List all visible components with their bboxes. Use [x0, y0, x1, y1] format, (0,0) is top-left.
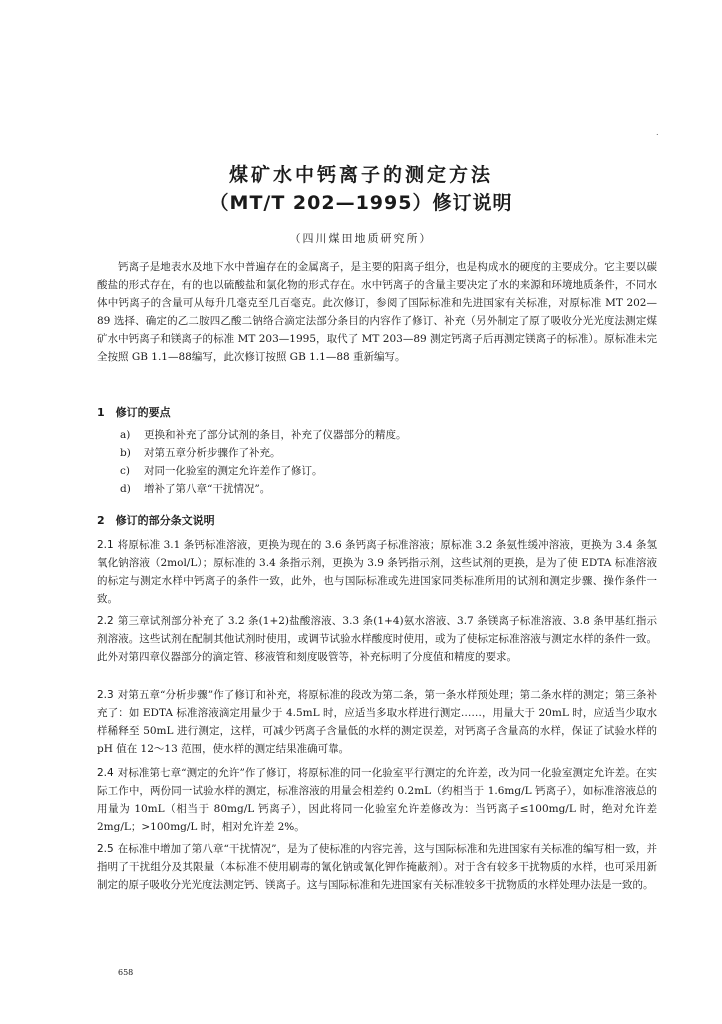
list-item	[120, 444, 407, 462]
clause-text: 第三章试剂部分补充了 3.2 条(1+2)盐酸溶液、3.3 条(1+4)氨水溶液、3.7 条镁离子标准溶液、3.8 条甲基红指示剂溶液。这些试剂在配制其他试剂时使用，或调节试验水样酸度时使用，或为了使标定标准溶液与测定水样的条件一致。此外对第四章仪器部分的滴定管、移液管和刻度吸管等，补充标明了分度值和精度的要求。	[97, 615, 657, 663]
list-text: 更换和补充了部分试剂的条目，补充了仪器部分的精度。	[144, 429, 407, 441]
list-marker: c)	[120, 465, 130, 477]
clause-text: 对标准第七章“测定的允许”作了修订，将原标准的同一化验室平行测定的允许差，改为同一化验室测定允许差。在实际工作中，两份同一试验水样的测定，标准溶液的用量会相差约 0.2mL（约相当于 1.6mg/L 钙离子），如标准溶液总的用量为 10mL（相当于 80mg/L 钙离子），因此将同一化验室允许差修改为：当钙离子≤100mg/L 时，绝对允许差 2mg/L；>100mg/L 时，相对允许差 2%。	[97, 767, 657, 833]
clause-number: 2.2	[97, 615, 114, 627]
section-2-paragraph-3	[97, 686, 657, 758]
page-number: 658	[118, 968, 134, 977]
section-2-paragraph-2	[97, 612, 657, 666]
section-2-heading: 2 修订的部分条文说明	[97, 514, 215, 527]
list-item	[120, 480, 407, 498]
section-2-paragraph-1	[97, 536, 657, 608]
clause-text: 对第五章“分析步骤”作了修订和补充，将原标准的段改为第二条，第一条水样预处理；第二条水样的测定；第三条补充了：如 EDTA 标准溶液滴定用量少于 4.5mL 时，应适当多取水样进行测定……，用量大于 20mL 时，应适当少取水样稀释至 50mL 进行测定，这样，可减少钙离子含量低的水样的测定误差，对钙离子含量高的水样，保证了试验水样的 pH 值在 12～13 范围，使水样的测定结果准确可靠。	[97, 689, 657, 755]
document-title: 煤矿水中钙离子的测定方法	[228, 164, 493, 186]
list-marker: b)	[120, 447, 131, 459]
list-text: 增补了第八章“干扰情况”。	[144, 483, 271, 495]
list-item	[120, 426, 407, 444]
list-text: 对同一化验室的测定允许差作了修订。	[144, 465, 323, 477]
list-marker: a)	[120, 429, 131, 441]
section-1-heading: 1 修订的要点	[97, 406, 171, 419]
list-marker: d)	[120, 483, 131, 495]
section-1-list	[120, 426, 407, 498]
clause-number: 2.4	[97, 767, 114, 779]
clause-number: 2.3	[97, 689, 114, 701]
clause-text: 在标准中增加了第八章“干扰情况”，是为了使标准的内容完善，这与国际标准和先进国家有关标准的编写相一致，并指明了干扰组分及其限量（本标准不使用刷毒的氰化钠或氰化钾作掩蔽剂）。对于含有较多干扰物质的水样，也可采用新制定的原子吸收分光光度法测定钙、镁离子。这与国际标准和先进国家有关标准较多干扰物质的水样处理办法是一致的。	[97, 843, 657, 891]
clause-number: 2.5	[97, 843, 114, 855]
section-2-paragraph-5	[97, 840, 657, 894]
document-subtitle: （MT/T 202—1995）修订说明	[209, 192, 513, 214]
clause-text: 将原标准 3.1 条钙标准溶液，更换为现在的 3.6 条钙离子标准溶液；原标准 3.2 条氨性缓冲溶液，更换为 3.4 条氢氧化钠溶液（2mol/L）；原标准的 3.4 条指示剂，更换为 3.9 条钙指示剂，这些试剂的更换，是为了使 EDTA 标准溶液的标定与测定水样中钙离子的条件一致，此外，也与国际标准或先进国家同类标准所用的试剂和测定步骤、操作条件一致。	[97, 539, 657, 605]
list-item	[120, 462, 407, 480]
list-text: 对第五章分析步骤作了补充。	[144, 447, 281, 459]
clause-number: 2.1	[97, 539, 114, 551]
author-organization: （四川煤田地质研究所）	[289, 232, 433, 245]
section-2-paragraph-4	[97, 764, 657, 836]
intro-paragraph: 钙离子是地表水及地下水中普遍存在的金属离子，是主要的阳离子组分，也是构成水的硬度的主要成分。它主要以碳酸盐的形式存在，有的也以硫酸盐和氯化物的形式存在。水中钙离子的含量主要决定了水的来源和环境地质条件，不同水体中钙离子的含量可从每升几毫克至几百毫克。此次修订，参阅了国际标准和先进国家有关标准，对原标准 MT 202—89 选择、确定的乙二胺四乙酸二钠络合滴定法部分条目的内容作了修订、补充（另外制定了原了吸收分光光度法测定煤矿水中钙离子和镁离子的标准 MT 203—1995，取代了 MT 203—89 测定钙离子后再测定镁离子的标准）。原标准未完全按照 GB 1.1—88编写，此次修订按照 GB 1.1—88 重新编写。	[97, 261, 657, 363]
scan-mark: .	[656, 128, 659, 137]
